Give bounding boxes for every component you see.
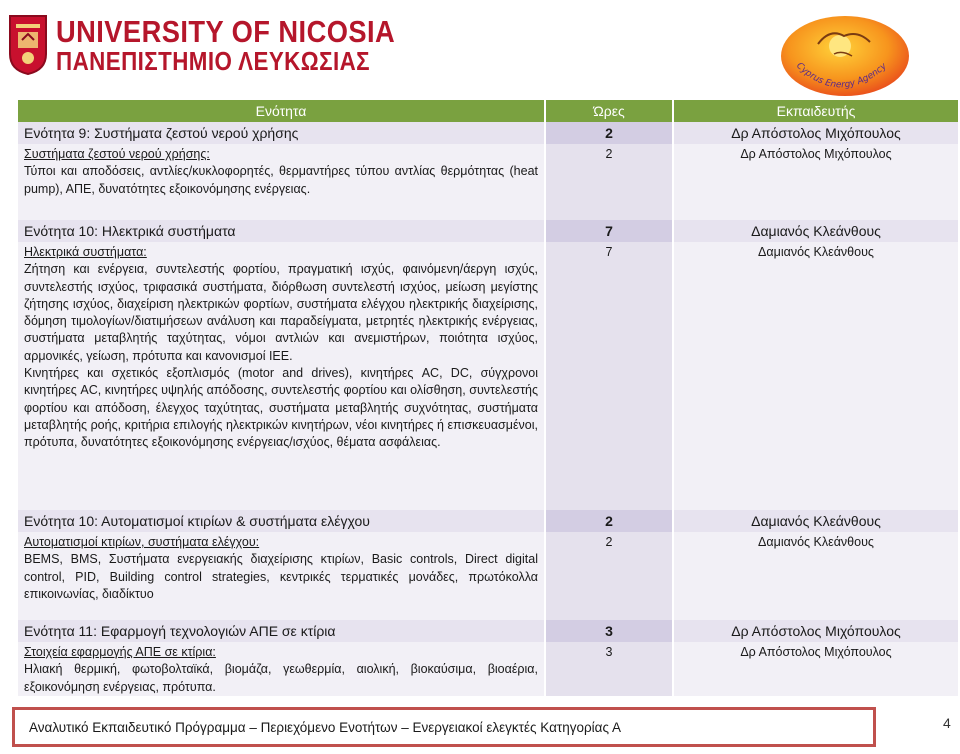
- section-instructor: Δαμιανός Κλεάνθους: [674, 510, 958, 532]
- detail-row: [18, 642, 958, 696]
- university-shield-icon: [8, 14, 48, 76]
- table-header-row: [18, 100, 958, 122]
- page-number: 4: [943, 715, 951, 731]
- detail-row: [18, 532, 958, 606]
- section-title: Ενότητα 10: Ηλεκτρικά συστήματα: [18, 220, 546, 242]
- detail-text: Τύποι και αποδόσεις, αντλίες/κυκλοφορητές, θερμαντήρες τύπου αντλίας θερμότητας (heat pump), ΑΠΕ, δυνατότητες εξοικονόμησης ενέργειας.: [24, 164, 538, 196]
- detail-title: Συστήματα ζεστού νερού χρήσης:: [24, 147, 210, 161]
- detail-hours: 2: [546, 144, 674, 206]
- section-row: [18, 122, 958, 144]
- course-units-table: [18, 100, 958, 696]
- section-title: Ενότητα 10: Αυτοματισμοί κτιρίων & συστήματα ελέγχου: [18, 510, 546, 532]
- detail-row: [18, 144, 958, 206]
- detail-instructor: Δρ Απόστολος Μιχόπουλος: [674, 642, 958, 696]
- detail-instructor: Δαμιανός Κλεάνθους: [674, 532, 958, 606]
- section-row: [18, 220, 958, 242]
- detail-row: [18, 242, 958, 496]
- detail-description: [18, 642, 546, 696]
- row-spacer: [18, 606, 958, 620]
- detail-hours: 7: [546, 242, 674, 496]
- detail-text-motors: Κινητήρες και σχετικός εξοπλισμός (motor and drives), κινητήρες AC, DC, σύγχρονοι κινητήρες AC, κινητήρες υψηλής απόδοσης, συντελεστής φορτίου και ολίσθηση, συντελεστής φορτίου και απόδοση, έλεγχος ταχύτητας, συστήματα μεταβλητής συχνότητας, συστήματα μεταβλητής ροής, κριτήρια επιλογής ηλεκτρικών κινητήρων, νέοι κινητήρες ή επισκευασμένοι, πρότυπα, δυνατότητες εξοικονόμησης ενέργειας/ισχύος, θέματα ασφάλειας.: [24, 366, 538, 450]
- detail-title: Αυτοματισμοί κτιρίων, συστήματα ελέγχου:: [24, 535, 260, 549]
- section-title: Ενότητα 11: Εφαρμογή τεχνολογιών ΑΠΕ σε κτίρια: [18, 620, 546, 642]
- row-spacer: [18, 206, 958, 220]
- section-title: Ενότητα 9: Συστήματα ζεστού νερού χρήσης: [18, 122, 546, 144]
- university-name-en: UNIVERSITY OF NICOSIA: [56, 13, 396, 49]
- detail-instructor: Δαμιανός Κλεάνθους: [674, 242, 958, 496]
- section-hours: 2: [546, 510, 674, 532]
- detail-description: [18, 144, 546, 206]
- university-logo: [8, 14, 441, 76]
- detail-hours: 2: [546, 532, 674, 606]
- detail-description: [18, 242, 546, 496]
- section-hours: 2: [546, 122, 674, 144]
- column-header-instructor: Εκπαιδευτής: [776, 103, 856, 119]
- detail-title: Στοιχεία εφαρμογής ΑΠΕ σε κτίρια:: [24, 645, 216, 659]
- section-instructor: Δρ Απόστολος Μιχόπουλος: [674, 122, 958, 144]
- section-instructor: Δαμιανός Κλεάνθους: [674, 220, 958, 242]
- column-header-unit: Ενότητα: [18, 100, 546, 122]
- section-row: [18, 620, 958, 642]
- university-name-gr: ΠΑΝΕΠΙΣΤΗΜΙΟ ΛΕΥΚΩΣΙΑΣ: [56, 45, 371, 76]
- detail-title: Ηλεκτρικά συστήματα:: [24, 245, 147, 259]
- row-spacer: [18, 496, 958, 510]
- detail-instructor: Δρ Απόστολος Μιχόπουλος: [674, 144, 958, 206]
- detail-hours: 3: [546, 642, 674, 696]
- detail-text: Ζήτηση και ενέργεια, συντελεστής φορτίου, πραγματική ισχύς, φαινόμενη/άεργη ισχύς, συντελεστής ισχύος, τριφασικά συστήματα, διόρθωση συντελεστή ισχύος, μείωση μεγίστης ζήτησης ισχύος, διαχείριση ηλεκτρικών φορτίων, συστήματα ελέγχου ηλεκτρικής διαχείρισης, δόμηση τιμολογίων/διατιμήσεων ανάλυση και παραδείγματα, μετρητές ηλεκτρικής ενέργειας, συστήματα μεταβλητής ταχύτητας, νόμοι αντλιών και ανεμιστήρων, ποιότητα ισχύος, αρμονικές, γείωση, πρότυπα και κανονισμοί ΙΕΕ.: [24, 262, 538, 363]
- cyprus-energy-agency-logo: [778, 14, 912, 100]
- detail-text: BEMS, BMS, Συστήματα ενεργειακής διαχείρισης κτιρίων, Basic controls, Direct digital control, PID, Building control strategies, κεντρικές τερματικές μονάδες, πρωτόκολλα επικοινωνίας, διαδίκτυο: [24, 552, 538, 601]
- section-hours: 7: [546, 220, 674, 242]
- section-row: [18, 510, 958, 532]
- column-header-hours: Ώρες: [546, 100, 674, 122]
- agency-name: Cyprus Energy Agency: [794, 61, 889, 91]
- detail-description: [18, 532, 546, 606]
- footer-box: [12, 707, 876, 747]
- section-instructor: Δρ Απόστολος Μιχόπουλος: [674, 620, 958, 642]
- detail-text: Ηλιακή θερμική, φωτοβολταϊκά, βιομάζα, γεωθερμία, αιολική, βιοκαύσιμα, βιοαέρια, εξοικονόμηση ενέργειας, πρότυπα.: [24, 662, 538, 694]
- section-hours: 3: [546, 620, 674, 642]
- footer-text: Αναλυτικό Εκπαιδευτικό Πρόγραμμα – Περιεχόμενο Ενοτήτων – Ενεργειακοί ελεγκτές Κατηγορίας Α: [29, 719, 621, 735]
